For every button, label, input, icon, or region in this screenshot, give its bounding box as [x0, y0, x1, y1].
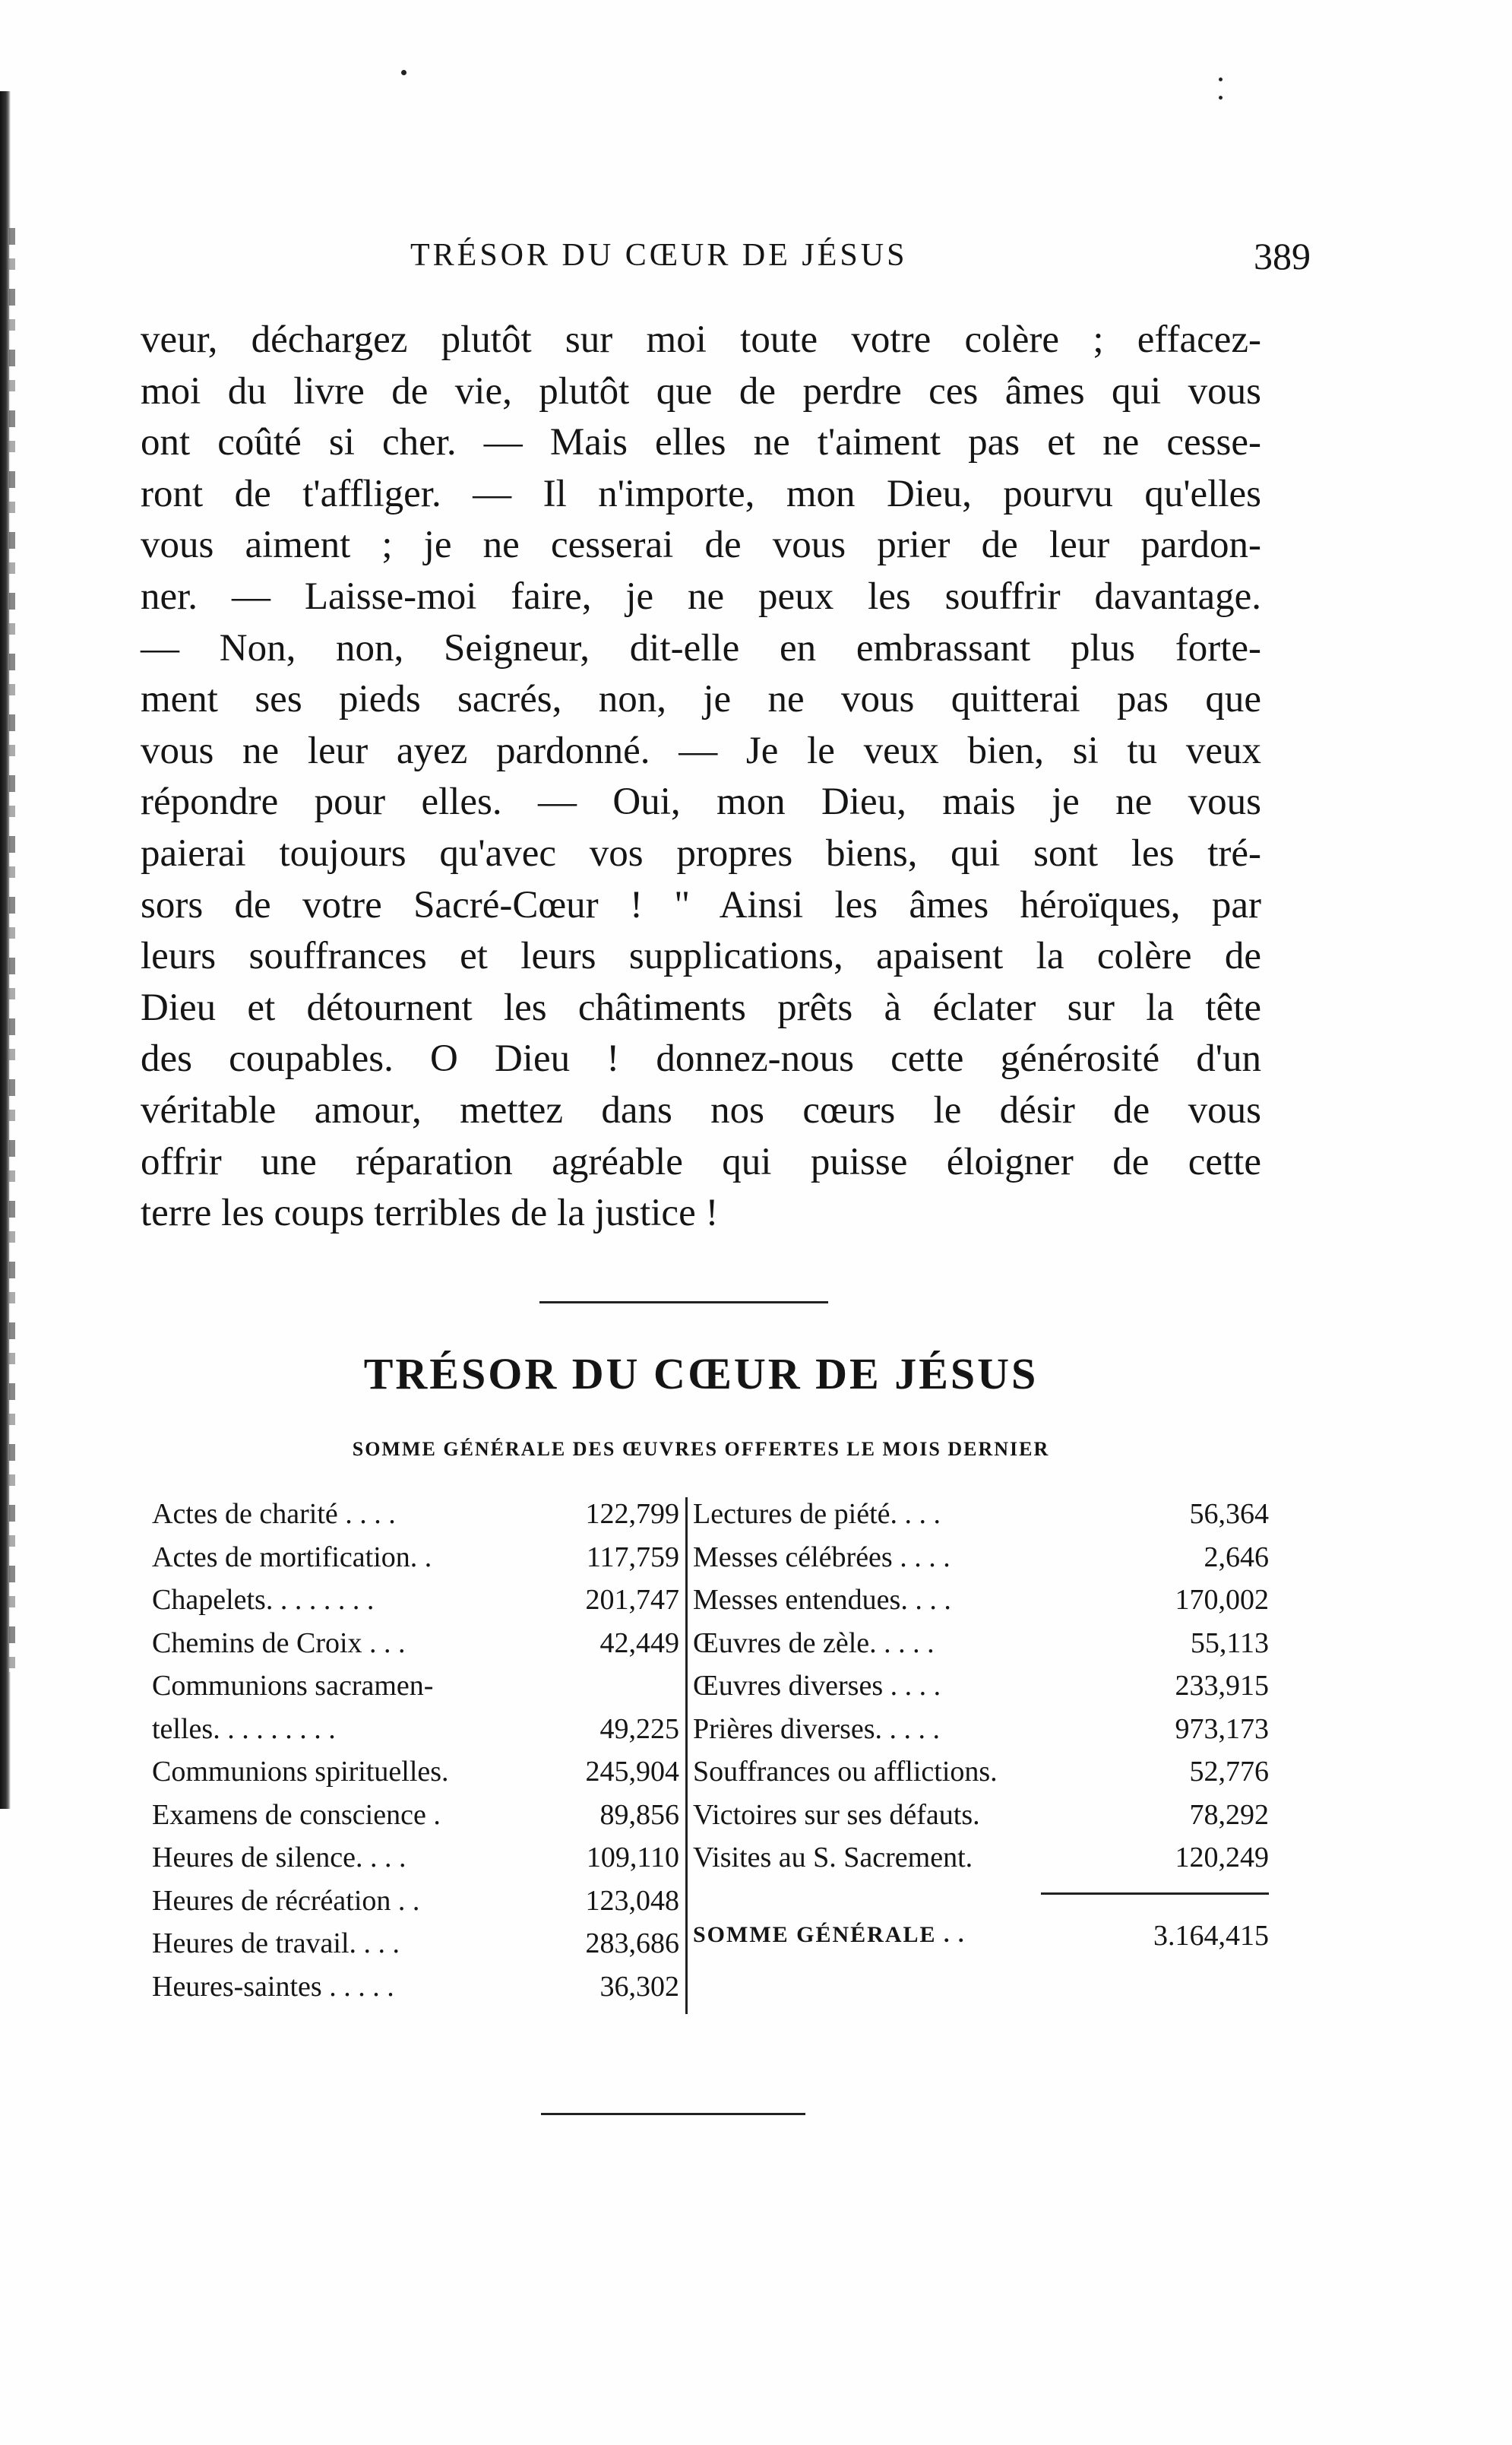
table-row: [693, 1497, 1269, 1541]
column-separator: [685, 1497, 688, 2014]
row-label: Messes entendues. . . .: [693, 1584, 951, 1616]
body-line: veur, déchargez plutôt sur moi toute votre colère ; effacez-: [141, 318, 1261, 361]
table-row: [152, 1927, 679, 1970]
total-label: SOMME GÉNÉRALE . .: [693, 1922, 966, 1947]
row-value: 78,292: [1189, 1798, 1269, 1831]
running-title: TRÉSOR DU CŒUR DE JÉSUS: [410, 238, 908, 273]
body-line: vous ne leur ayez pardonné. — Je le veux bien, si tu veux: [141, 729, 1261, 772]
row-value: 117,759: [586, 1541, 679, 1573]
page-number: 389: [1254, 235, 1311, 277]
body-line: vous aiment ; je ne cesserai de vous prier de leur pardon-: [141, 524, 1261, 567]
row-label: Heures de silence. . . .: [152, 1842, 406, 1873]
body-line: moi du livre de vie, plutôt que de perdre ces âmes qui vous: [141, 369, 1261, 413]
row-label: Heures de travail. . . .: [152, 1927, 400, 1959]
table-row: [152, 1841, 679, 1884]
table-row: [152, 1970, 679, 2013]
page-binding-shadow: [9, 228, 15, 1672]
section-title: TRÉSOR DU CŒUR DE JÉSUS: [363, 1349, 1039, 1398]
table-row: [152, 1798, 679, 1842]
row-label: Lectures de piété. . . .: [693, 1498, 941, 1530]
row-value: 233,915: [1175, 1670, 1269, 1702]
row-label: telles. . . . . . . . .: [152, 1712, 336, 1745]
row-value: 245,904: [585, 1756, 679, 1788]
table-row: [152, 1583, 679, 1626]
body-line: — Non, non, Seigneur, dit-elle en embrassant plus forte-: [141, 626, 1261, 670]
body-line: ner. — Laisse-moi faire, je ne peux les souffrir davantage.: [141, 575, 1261, 618]
row-value: 109,110: [586, 1842, 679, 1873]
offerings-column-right: [693, 1497, 1269, 1952]
row-label: Prières diverses. . . . .: [693, 1712, 941, 1745]
ink-speck: [1219, 96, 1223, 100]
table-row: [693, 1669, 1269, 1712]
row-label: Messes célébrées . . . .: [693, 1541, 951, 1573]
row-value: 122,799: [585, 1498, 679, 1530]
row-value: 201,747: [585, 1584, 679, 1616]
table-row: [693, 1712, 1269, 1756]
body-line: leurs souffrances et leurs supplications, apaisent la colère de: [141, 935, 1261, 978]
table-row: [152, 1884, 679, 1927]
row-label: Œuvres de zèle. . . . .: [693, 1626, 935, 1659]
row-value: 120,249: [1175, 1842, 1269, 1873]
row-value: 49,225: [599, 1712, 679, 1745]
row-value: 42,449: [599, 1626, 679, 1659]
row-label: Examens de conscience .: [152, 1798, 441, 1831]
body-line: Dieu et détournent les châtiments prêts à éclater sur la tête: [141, 986, 1261, 1029]
ink-speck: [401, 70, 406, 75]
row-label: Œuvres diverses . . . .: [693, 1670, 941, 1702]
end-divider: [541, 2113, 805, 2115]
table-row: [152, 1755, 679, 1798]
ink-speck: [1219, 78, 1223, 81]
row-label: Heures-saintes . . . . .: [152, 1970, 394, 2003]
body-line: offrir une réparation agréable qui puisse éloigner de cette: [141, 1140, 1261, 1183]
table-row: [693, 1541, 1269, 1584]
row-label: Souffrances ou afflictions.: [693, 1756, 998, 1788]
row-label: Victoires sur ses défauts.: [693, 1798, 980, 1831]
body-line: ont coûté si cher. — Mais elles ne t'aiment pas et ne cesse-: [141, 421, 1261, 464]
body-line: véritable amour, mettez dans nos cœurs le désir de vous: [141, 1088, 1261, 1132]
row-label: Chemins de Croix . . .: [152, 1626, 406, 1659]
row-label: Chapelets. . . . . . . .: [152, 1584, 375, 1616]
page-header: [410, 237, 1311, 283]
row-value: 123,048: [585, 1884, 679, 1917]
table-row: [152, 1712, 679, 1756]
offerings-column-left: [152, 1497, 679, 2013]
section-subtitle: SOMME GÉNÉRALE DES ŒUVRES OFFERTES LE MOIS DERNIER: [352, 1438, 1050, 1460]
total-row: [693, 1919, 1269, 1962]
row-label: Communions sacramen-: [152, 1670, 434, 1702]
total-value: 3.164,415: [1153, 1920, 1269, 1952]
body-line: terre les coups terribles de la justice !: [141, 1192, 719, 1235]
body-line: répondre pour elles. — Oui, mon Dieu, mais je ne vous: [141, 781, 1261, 824]
table-row: [693, 1755, 1269, 1798]
body-line: ment ses pieds sacrés, non, je ne vous quitterai pas que: [141, 678, 1261, 721]
table-row: [693, 1798, 1269, 1842]
body-line: sors de votre Sacré-Cœur ! " Ainsi les âmes héroïques, par: [141, 883, 1261, 926]
row-label: Heures de récréation . .: [152, 1884, 420, 1917]
row-value: 89,856: [599, 1798, 679, 1831]
row-label: Actes de charité . . . .: [152, 1498, 396, 1530]
row-value: 55,113: [1190, 1626, 1269, 1659]
row-value: 973,173: [1175, 1712, 1269, 1745]
table-row: [693, 1626, 1269, 1670]
table-row: [152, 1669, 679, 1712]
section-divider: [539, 1301, 828, 1303]
table-row: [152, 1626, 679, 1670]
row-value: 2,646: [1204, 1541, 1269, 1573]
row-value: 283,686: [585, 1927, 679, 1959]
table-row: [693, 1583, 1269, 1626]
body-paragraph: [141, 315, 1261, 1240]
body-line: des coupables. O Dieu ! donnez-nous cette générosité d'un: [141, 1037, 1261, 1081]
row-label: Visites au S. Sacrement.: [693, 1842, 973, 1873]
row-value: 170,002: [1175, 1584, 1269, 1616]
table-row: [693, 1841, 1269, 1884]
table-row: [152, 1541, 679, 1584]
row-value: 56,364: [1189, 1498, 1269, 1530]
row-value: 36,302: [599, 1970, 679, 2003]
table-row: [152, 1497, 679, 1541]
total-rule: [1041, 1892, 1269, 1895]
body-line: ront de t'affliger. — Il n'importe, mon Dieu, pourvu qu'elles: [141, 472, 1261, 515]
row-value: 52,776: [1189, 1756, 1269, 1788]
row-label: Communions spirituelles.: [152, 1756, 449, 1788]
row-label: Actes de mortification. .: [152, 1541, 432, 1573]
body-line: paierai toujours qu'avec vos propres biens, qui sont les tré-: [141, 831, 1261, 875]
